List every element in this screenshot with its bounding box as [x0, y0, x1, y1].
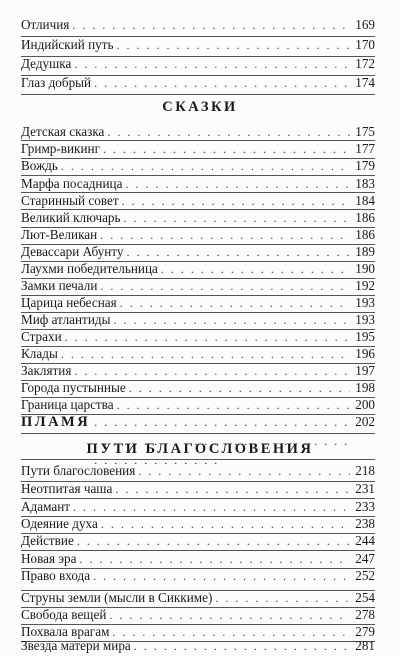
- toc-entry-page: 192: [355, 278, 375, 293]
- toc-entry-title: Право входа: [21, 568, 91, 583]
- toc-entry[interactable]: [21, 566, 375, 585]
- toc-entry-title: Заклятия: [21, 363, 72, 378]
- toc-entry-page: 198: [355, 380, 375, 395]
- toc-entry-title: Замки печали: [21, 278, 98, 293]
- toc-entry-page: 193: [355, 295, 375, 310]
- leader-dots: [72, 16, 350, 35]
- toc-entry-title: Девассари Абунту: [21, 244, 124, 259]
- toc-entry-title: Новая эра: [21, 551, 77, 566]
- toc-entry-title: Гримр-викинг: [21, 141, 100, 156]
- toc-entry-page: 278: [355, 607, 375, 622]
- toc-entry-page: 231: [355, 481, 375, 496]
- toc-entry-title: Лют-Великан: [21, 227, 98, 242]
- section-heading-skazki: СКАЗКИ: [162, 99, 238, 115]
- toc-entry-title: Страхи: [21, 329, 62, 344]
- toc-entry-page: 252: [355, 568, 375, 583]
- toc-entry[interactable]: [21, 35, 375, 54]
- row-rule: [21, 94, 375, 95]
- toc-entry[interactable]: [21, 54, 375, 73]
- toc-entry-page: 179: [355, 158, 375, 173]
- toc-entry[interactable]: [21, 156, 375, 175]
- toc-entry-title: Адамант: [21, 499, 71, 514]
- toc-entry[interactable]: [21, 479, 375, 498]
- toc-entry-title: Индийский путь: [21, 37, 114, 52]
- toc-entry-title: Дедушка: [21, 56, 72, 71]
- leader-dots: [93, 567, 350, 586]
- toc-entry-title: Действие: [21, 533, 74, 548]
- toc-entry-title: Глаз добрый: [21, 75, 92, 90]
- toc-entry-title: Пути благословения: [21, 463, 136, 478]
- toc-entry-page: 197: [355, 363, 375, 378]
- toc-entry[interactable]: [21, 531, 375, 550]
- toc-entry-title: Детская сказка: [21, 124, 105, 139]
- toc-entry-title: Великий ключарь: [21, 210, 121, 225]
- toc-entry-page: 238: [355, 516, 375, 531]
- toc-entry-title: Царица небесная: [21, 295, 117, 310]
- toc-entry-page: 218: [355, 463, 375, 478]
- toc-entry-title: Вождь: [21, 158, 58, 173]
- toc-entry-title: Свобода вещей: [21, 607, 107, 622]
- toc-entry-page: 175: [355, 124, 375, 139]
- toc-entry-page: 254: [355, 590, 375, 605]
- toc-entry-title: Похвала врагам: [21, 624, 110, 639]
- toc-entry-title: Старинный совет: [21, 193, 119, 208]
- toc-entry-title: Звезда матери мира: [21, 638, 131, 653]
- section-heading-plamya-page: 202: [355, 414, 375, 429]
- toc-entry-title: Марфа посадница: [21, 176, 123, 191]
- toc-entry[interactable]: [21, 15, 375, 34]
- toc-entry-page: 200: [355, 397, 375, 412]
- toc-entry-page: 174: [355, 75, 375, 90]
- toc-entry-page: 190: [355, 261, 375, 276]
- leader-dots: [94, 74, 350, 93]
- toc-entry-page: 244: [355, 533, 375, 548]
- leader-dots: [134, 637, 350, 656]
- leader-dots: [117, 36, 350, 55]
- toc-entry-title: Клады: [21, 346, 58, 361]
- toc-entry-title: Неотпитая чаша: [21, 481, 113, 496]
- toc-entry-page: 233: [355, 499, 375, 514]
- toc-entry-page: 177: [355, 141, 375, 156]
- row-rule: [21, 433, 375, 434]
- toc-entry[interactable]: [21, 73, 375, 92]
- toc-entry-page: 186: [355, 227, 375, 242]
- section-heading-puti: ПУТИ БЛАГОСЛОВЕНИЯ: [86, 441, 314, 457]
- toc-entry-page: 195: [355, 329, 375, 344]
- toc-entry-title: Струны земли (мысли в Сиккиме): [21, 590, 213, 605]
- row-rule: [21, 459, 375, 460]
- leader-dots: [74, 55, 350, 74]
- toc-entry-page: 170: [355, 37, 375, 52]
- toc-entry-page: 172: [355, 56, 375, 71]
- toc-entry-title: Одеяние духа: [21, 516, 98, 531]
- toc-entry-page: 279: [355, 624, 375, 639]
- toc-entry-page: 183: [355, 176, 375, 191]
- toc-entry-title: Миф атлантиды: [21, 312, 111, 327]
- toc-entry-title: Города пустынные: [21, 380, 126, 395]
- toc-entry-page: 169: [355, 17, 375, 32]
- toc-entry-title: Лаухми победительница: [21, 261, 158, 276]
- toc-entry-page: 247: [355, 551, 375, 566]
- toc-entry[interactable]: [21, 636, 375, 655]
- toc-entry-title: Отличия: [21, 17, 70, 32]
- toc-entry-page: 189: [355, 244, 375, 259]
- toc-entry-title: Граница царства: [21, 397, 114, 412]
- toc-entry[interactable]: [21, 461, 375, 480]
- toc-entry-page: 281: [355, 638, 375, 653]
- section-heading-plamya-title: ПЛАМЯ: [21, 414, 91, 430]
- toc-entry-page: 196: [355, 346, 375, 361]
- toc-entry-page: 193: [355, 312, 375, 327]
- toc-entry-page: 184: [355, 193, 375, 208]
- toc-entry-page: 186: [355, 210, 375, 225]
